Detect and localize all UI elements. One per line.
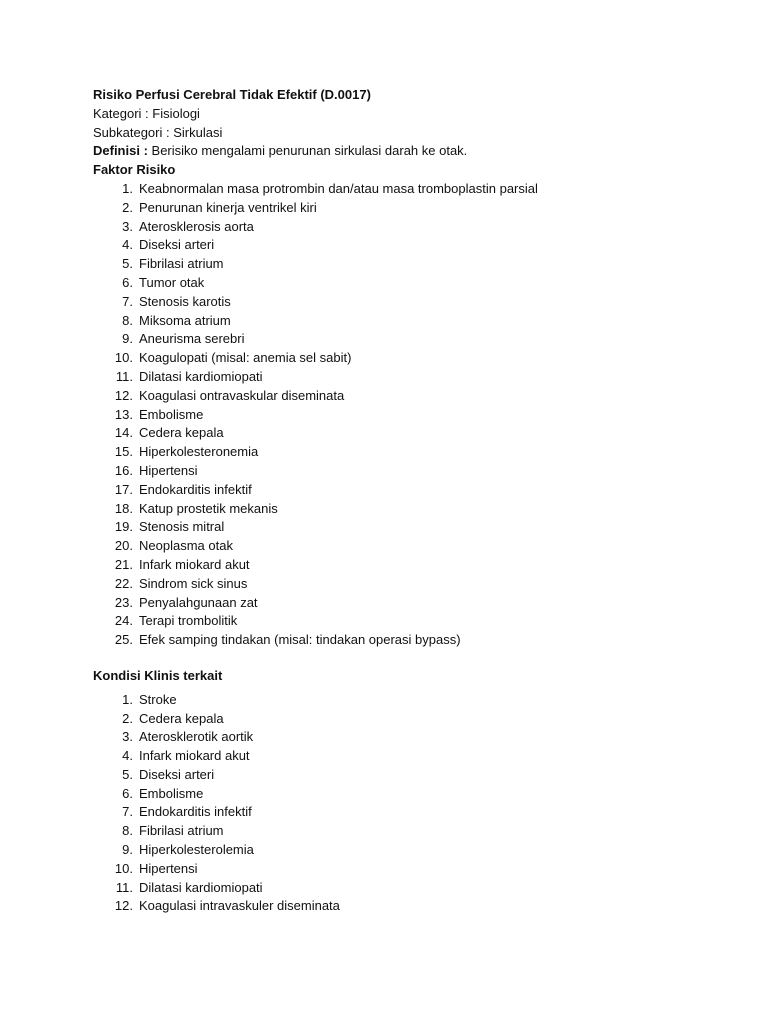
list-item xyxy=(93,710,713,729)
list-item-number: 24. xyxy=(114,613,133,629)
list-item-number: 21. xyxy=(114,556,133,572)
list-item-text: Koagulasi ontravaskular diseminata xyxy=(139,387,345,403)
list-item-text: Infark miokard akut xyxy=(139,556,250,572)
list-item-text: Miksoma atrium xyxy=(139,312,231,328)
definisi-text: Berisiko mengalami penurunan sirkulasi darah ke otak. xyxy=(147,143,468,159)
list-item xyxy=(93,822,713,841)
list-item-number: 14. xyxy=(114,425,133,441)
list-item xyxy=(93,631,713,650)
list-item-number: 4. xyxy=(122,237,133,253)
list-item xyxy=(93,218,713,237)
list-item-text: Koagulasi intravaskuler diseminata xyxy=(139,898,340,914)
list-item-number: 9. xyxy=(122,331,133,347)
list-item xyxy=(93,462,713,481)
definisi-label: Definisi : xyxy=(93,143,148,159)
faktor-risiko-list xyxy=(93,180,713,650)
list-item-number: 2. xyxy=(122,710,133,726)
list-item xyxy=(93,897,713,916)
list-item-text: Aterosklerotik aortik xyxy=(139,729,254,745)
list-item-text: Diseksi arteri xyxy=(139,237,215,253)
list-item-text: Neoplasma otak xyxy=(139,538,233,554)
list-item xyxy=(93,691,713,710)
list-item xyxy=(93,330,713,349)
list-item-text: Dilatasi kardiomiopati xyxy=(139,879,263,895)
list-item-number: 4. xyxy=(122,748,133,764)
list-item xyxy=(93,274,713,293)
list-item-text: Koagulopati (misal: anemia sel sabit) xyxy=(139,350,352,366)
list-item-number: 17. xyxy=(114,481,133,497)
list-item-text: Hiperkolesteronemia xyxy=(139,444,259,460)
list-item-text: Stenosis karotis xyxy=(139,293,231,309)
list-item-number: 10. xyxy=(114,860,133,876)
list-item xyxy=(93,349,713,368)
list-item-text: Fibrilasi atrium xyxy=(139,823,224,839)
list-item-number: 6. xyxy=(122,785,133,801)
list-item xyxy=(93,785,713,804)
list-item-number: 8. xyxy=(122,823,133,839)
list-item xyxy=(93,443,713,462)
list-item-number: 6. xyxy=(122,274,133,290)
list-item xyxy=(93,766,713,785)
list-item-number: 18. xyxy=(114,500,133,516)
list-item xyxy=(93,424,713,443)
list-item-number: 12. xyxy=(114,387,133,403)
list-item-text: Hipertensi xyxy=(139,462,198,478)
list-item-text: Endokarditis infektif xyxy=(139,804,252,820)
list-item-text: Penyalahgunaan zat xyxy=(139,594,258,610)
list-item-text: Keabnormalan masa protrombin dan/atau masa tromboplastin parsial xyxy=(139,180,538,196)
list-item-number: 19. xyxy=(114,519,133,535)
list-item-number: 11. xyxy=(115,879,133,895)
list-item-text: Hiperkolesterolemia xyxy=(139,842,254,858)
list-item-number: 2. xyxy=(122,199,133,215)
list-item-number: 23. xyxy=(114,594,133,610)
list-item-number: 8. xyxy=(122,312,133,328)
list-item-text: Embolisme xyxy=(139,406,204,422)
list-item-text: Penurunan kinerja ventrikel kiri xyxy=(139,199,317,215)
list-item xyxy=(93,594,713,613)
list-item xyxy=(93,575,713,594)
list-item xyxy=(93,518,713,537)
list-item xyxy=(93,293,713,312)
list-item-number: 1. xyxy=(122,180,133,196)
list-item-text: Stenosis mitral xyxy=(139,519,225,535)
list-item-number: 1. xyxy=(122,691,133,707)
kondisi-klinis-heading: Kondisi Klinis terkait xyxy=(93,667,223,683)
list-item-number: 22. xyxy=(114,575,133,591)
definisi-line xyxy=(93,142,713,161)
list-item-number: 13. xyxy=(114,406,133,422)
list-item-text: Endokarditis infektif xyxy=(139,481,252,497)
list-item-number: 7. xyxy=(122,293,133,309)
list-item-text: Stroke xyxy=(139,691,177,707)
list-item xyxy=(93,387,713,406)
list-item xyxy=(93,747,713,766)
list-item xyxy=(93,803,713,822)
list-item-text: Fibrilasi atrium xyxy=(139,256,224,272)
list-item xyxy=(93,368,713,387)
list-item-text: Terapi trombolitik xyxy=(139,613,238,629)
list-item-number: 20. xyxy=(114,538,133,554)
list-item xyxy=(93,841,713,860)
list-item xyxy=(93,199,713,218)
list-item-number: 3. xyxy=(122,729,133,745)
list-item-text: Cedera kepala xyxy=(139,710,224,726)
faktor-risiko-heading: Faktor Risiko xyxy=(93,162,176,178)
list-item-text: Infark miokard akut xyxy=(139,748,250,764)
document-body xyxy=(93,86,713,916)
list-item xyxy=(93,612,713,631)
list-item-text: Cedera kepala xyxy=(139,425,224,441)
list-item-number: 9. xyxy=(122,842,133,858)
list-item-number: 7. xyxy=(122,804,133,820)
subkategori-line: Subkategori : Sirkulasi xyxy=(93,124,223,140)
list-item-number: 12. xyxy=(114,898,133,914)
list-item-text: Katup prostetik mekanis xyxy=(139,500,278,516)
list-item xyxy=(93,860,713,879)
list-item-number: 16. xyxy=(114,462,133,478)
list-item xyxy=(93,312,713,331)
kondisi-klinis-list xyxy=(93,691,713,917)
list-item xyxy=(93,236,713,255)
list-item-number: 5. xyxy=(122,766,133,782)
list-item-text: Efek samping tindakan (misal: tindakan operasi bypass) xyxy=(139,632,461,648)
list-item-text: Tumor otak xyxy=(139,274,205,290)
list-item-number: 10. xyxy=(114,350,133,366)
list-item xyxy=(93,500,713,519)
list-item-number: 11. xyxy=(115,368,133,384)
list-item-text: Dilatasi kardiomiopati xyxy=(139,368,263,384)
list-item-text: Hipertensi xyxy=(139,860,198,876)
list-item xyxy=(93,728,713,747)
kategori-line: Kategori : Fisiologi xyxy=(93,105,200,121)
list-item xyxy=(93,481,713,500)
list-item xyxy=(93,255,713,274)
list-item-text: Diseksi arteri xyxy=(139,766,215,782)
list-item-text: Sindrom sick sinus xyxy=(139,575,248,591)
list-item-text: Embolisme xyxy=(139,785,204,801)
document-title: Risiko Perfusi Cerebral Tidak Efektif (D.0017) xyxy=(93,87,371,102)
list-item xyxy=(93,879,713,898)
list-item xyxy=(93,556,713,575)
list-item-number: 25. xyxy=(114,632,133,648)
list-item xyxy=(93,537,713,556)
list-item-text: Aneurisma serebri xyxy=(139,331,245,347)
list-item xyxy=(93,180,713,199)
list-item-number: 3. xyxy=(122,218,133,234)
list-item-text: Aterosklerosis aorta xyxy=(139,218,254,234)
list-item-number: 15. xyxy=(114,444,133,460)
list-item-number: 5. xyxy=(122,256,133,272)
list-item xyxy=(93,406,713,425)
